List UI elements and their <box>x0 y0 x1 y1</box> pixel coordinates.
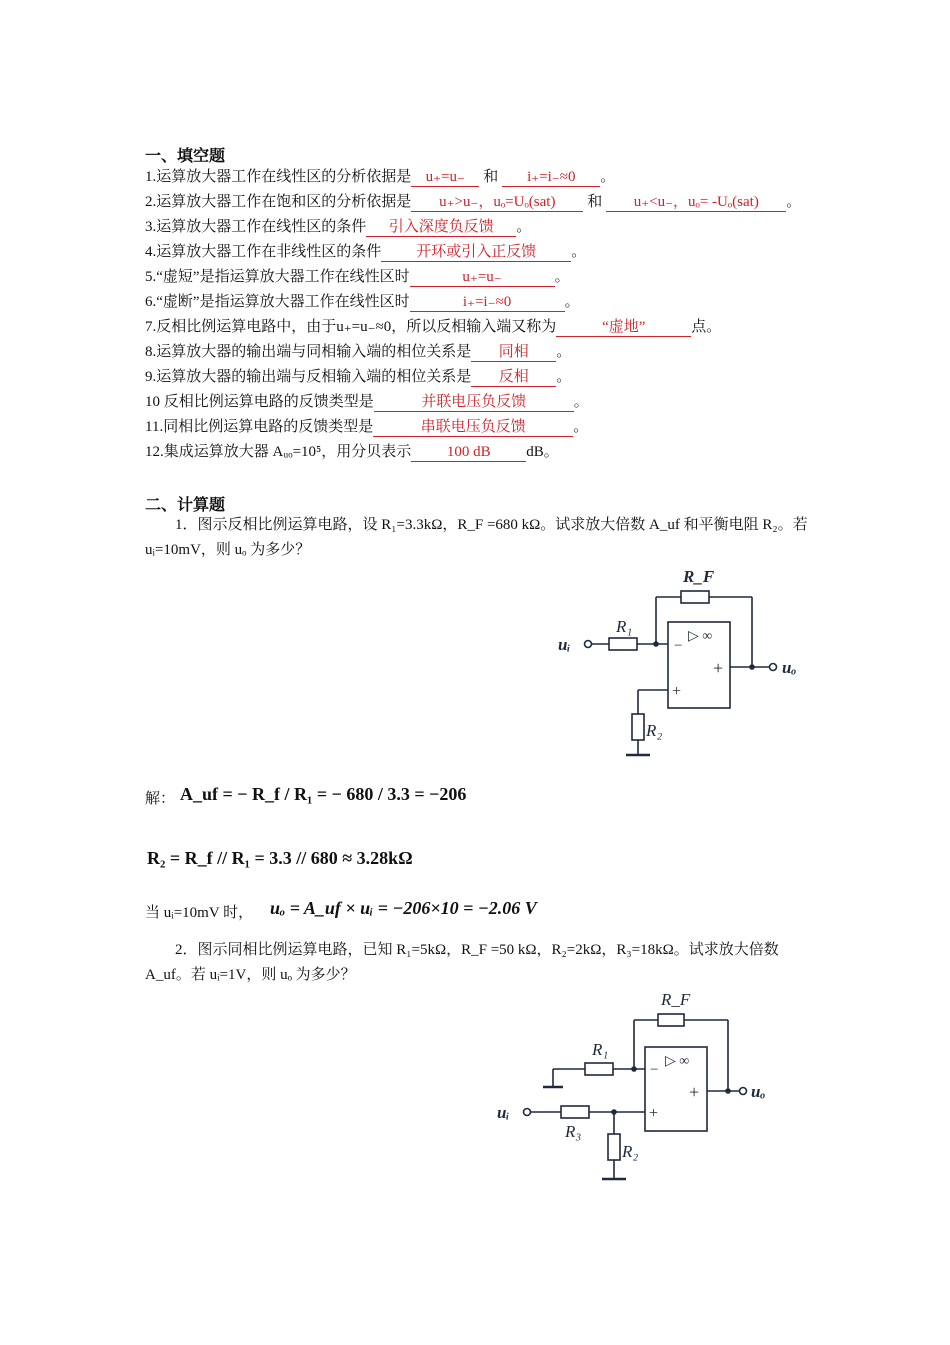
rf-label: R_F <box>661 990 691 1009</box>
question-2-text: 2．图示同相比例运算电路，已知 R₁=5kΩ，R_F =50 kΩ，R₂=2kΩ，R₃=18kΩ。试求放大倍数 A_uf。若 uᵢ=1V，则 uₒ 为多少？ <box>145 942 779 983</box>
item-connector: 和 <box>483 169 499 185</box>
fill-in-item <box>145 167 615 187</box>
plus-sign: + <box>672 683 682 700</box>
fill-in-item <box>145 192 801 212</box>
item-prompt: 9.运算放大器的输出端与反相输入端的相位关系是 <box>145 369 472 385</box>
rf-label: R_F <box>683 567 715 586</box>
item-prompt: 3.运算放大器工作在线性区的条件 <box>145 219 367 235</box>
solution-line-1: A_uf = − R_f / R₁ = − 680 / 3.3 = −206 <box>180 784 467 804</box>
item-answer: u₊>u₋，uₒ=Uₒ(sat) <box>411 194 583 212</box>
non-inverting-amplifier-circuit <box>495 985 795 1190</box>
item-suffix: 。 <box>786 194 802 210</box>
item-answer: u₊=u₋ <box>411 169 479 187</box>
item-prompt: 11.同相比例运算电路的反馈类型是 <box>145 419 374 435</box>
fill-in-item <box>145 442 559 462</box>
r1-label: R₁ <box>592 1040 609 1059</box>
r1-label: R₁ <box>616 617 633 636</box>
item-answer: 串联电压负反馈 <box>373 419 573 437</box>
solution-line-3-prefix: 当 uᵢ=10mV 时， <box>145 905 254 921</box>
fill-in-item <box>145 217 531 237</box>
item-answer: 同相 <box>471 344 556 362</box>
rf-resistor <box>658 1014 684 1026</box>
item-answer: u₊=u₋ <box>410 269 555 287</box>
ui-label: uᵢ <box>558 635 571 654</box>
inverting-amplifier-circuit <box>550 560 810 765</box>
section2-title: 二、计算题 <box>145 497 226 514</box>
item-prompt: 2.运算放大器工作在饱和区的分析依据是 <box>145 194 412 210</box>
solution-line-3: uₒ = A_uf × uᵢ = −206×10 = −2.06 V <box>270 898 537 918</box>
item-suffix: dB。 <box>526 444 559 460</box>
item-answer: i₊=i₋≈0 <box>410 294 565 312</box>
r2-resistor <box>632 714 644 740</box>
item-suffix: 。 <box>573 419 589 435</box>
output-plus-sign: + <box>713 658 724 678</box>
item-prompt: 6.“虚断”是指运算放大器工作在线性区时 <box>145 294 410 310</box>
solution-line-2: R₂ = R_f // R₁ = 3.3 // 680 ≈ 3.28kΩ <box>147 848 413 868</box>
fill-in-item <box>145 367 571 387</box>
item-suffix: 。 <box>573 394 589 410</box>
r2-label: R₂ <box>622 1142 639 1161</box>
item-suffix: 点。 <box>691 319 722 335</box>
item-prompt: 12.集成运算放大器 Aᵤₒ=10⁵，用分贝表示 <box>145 444 412 460</box>
item-prompt: 10 反相比例运算电路的反馈类型是 <box>145 394 374 410</box>
item-prompt: 7.反相比例运算电路中，由于u₊=u₋≈0，所以反相输入端又称为 <box>145 319 557 335</box>
fill-in-item <box>145 417 588 437</box>
amplifier-symbol: ▷ ∞ <box>665 1054 690 1069</box>
amplifier-symbol: ▷ ∞ <box>688 629 713 644</box>
item-answer: 引入深度负反馈 <box>366 219 516 237</box>
item-answer-2: u₊<u₋，uₒ= -Uₒ(sat) <box>606 194 786 212</box>
fill-in-item <box>145 342 571 362</box>
item-suffix: 。 <box>600 169 616 185</box>
fill-in-item <box>145 392 589 412</box>
uo-label: uₒ <box>782 658 797 677</box>
r1-resistor <box>585 1063 613 1075</box>
question-1-text: 1．图示反相比例运算电路，设 R₁=3.3kΩ，R_F =680 kΩ。试求放大倍数 A_uf 和平衡电阻 R₂。若 uᵢ=10mV，则 uₒ 为多少？ <box>145 517 808 558</box>
item-suffix: 。 <box>571 244 587 260</box>
item-prompt: 1.运算放大器工作在线性区的分析依据是 <box>145 169 412 185</box>
item-connector: 和 <box>587 194 603 210</box>
r2-label: R₂ <box>646 721 663 740</box>
item-suffix: 。 <box>564 294 580 310</box>
ui-label: uᵢ <box>497 1103 510 1122</box>
solution-label: 解： <box>145 791 176 807</box>
item-suffix: 。 <box>556 369 572 385</box>
item-answer: 并联电压负反馈 <box>374 394 574 412</box>
r1-resistor <box>609 638 637 650</box>
minus-sign: − <box>674 638 683 654</box>
item-answer: 反相 <box>471 369 556 387</box>
r2-resistor <box>608 1134 620 1160</box>
item-answer: “虚地” <box>556 319 691 337</box>
item-suffix: 。 <box>556 344 572 360</box>
section1-title: 一、填空题 <box>145 148 226 165</box>
fill-in-item <box>145 317 721 337</box>
minus-sign: − <box>650 1062 659 1078</box>
output-plus-sign: + <box>689 1082 700 1102</box>
plus-sign: + <box>649 1105 659 1122</box>
fill-in-item <box>145 292 580 312</box>
item-prompt: 8.运算放大器的输出端与同相输入端的相位关系是 <box>145 344 472 360</box>
fill-in-item <box>145 242 586 262</box>
item-answer: 100 dB <box>411 444 526 462</box>
item-prompt: 4.运算放大器工作在非线性区的条件 <box>145 244 382 260</box>
item-answer-2: i₊=i₋≈0 <box>502 169 600 187</box>
item-prompt: 5.“虚短”是指运算放大器工作在线性区时 <box>145 269 410 285</box>
item-answer: 开环或引入正反馈 <box>381 244 571 262</box>
fill-in-item <box>145 267 570 287</box>
item-suffix: 。 <box>516 219 532 235</box>
uo-label: uₒ <box>751 1082 766 1101</box>
r3-resistor <box>561 1106 589 1118</box>
r3-label: R₃ <box>565 1122 582 1141</box>
item-suffix: 。 <box>554 269 570 285</box>
rf-resistor <box>681 591 709 603</box>
